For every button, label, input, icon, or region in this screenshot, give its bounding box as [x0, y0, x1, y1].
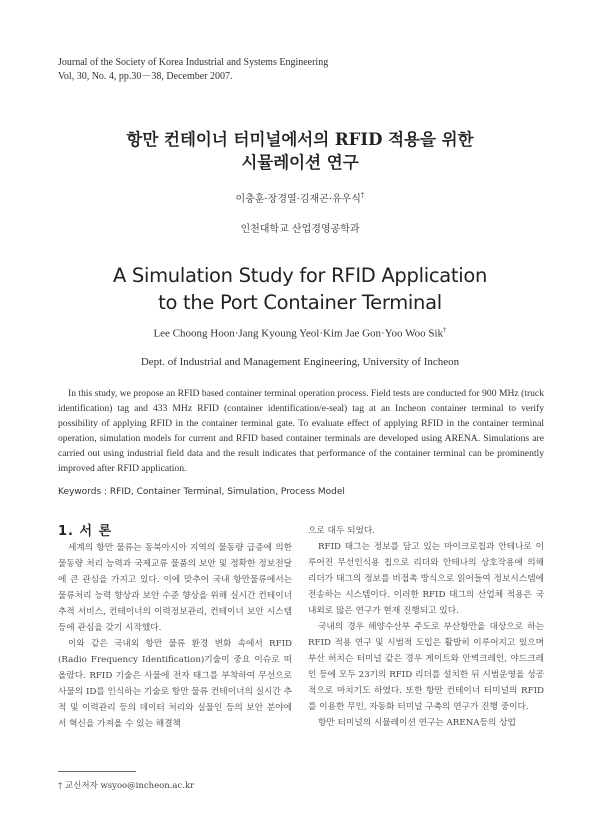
footnote-text: 교신저자 wsyoo@incheon.ac.kr	[64, 781, 195, 791]
keywords-list: RFID, Container Terminal, Simulation, Process Model	[109, 487, 345, 497]
journal-volume-issue: Vol, 30, No. 4, pp.30－38, December 2007.	[58, 71, 233, 82]
footnote-mark: †	[58, 781, 63, 791]
body-paragraph: 국내의 경우 해양수산부 주도로 부산항만을 대상으로 하는 RFID 적용 연구 및 시범적 도입은 활발히 이루어지고 있으며 부산 허치슨 터미널 같은 경우 게이트와 안벽크레인, 야드크레인 등에 모두 23기의 RFID 리더를 설치한 뒤 시범운영을 성공적으로 마치기도 하였다. 또한 항만 컨테이너 터미널의 RFID를 이용한 무인, 자동화 터미널 구축의 연구가 진행 중이다.	[308, 622, 544, 712]
body-paragraph: 항만 터미널의 시뮬레이션 연구는 ARENA등의 상업	[318, 718, 516, 728]
korean-title-line2: 시뮬레이션 연구	[241, 153, 359, 172]
english-title-line1: A Simulation Study for RFID Application	[112, 264, 488, 287]
keywords	[58, 487, 345, 497]
body-column-right	[308, 523, 544, 731]
section-heading-introduction: 1. 서 론	[58, 524, 113, 539]
footnote-divider	[58, 771, 136, 772]
english-title-line2: to the Port Container Terminal	[158, 291, 442, 314]
korean-title-line1: 항만 컨테이너 터미널에서의 RFID 적용을 위한	[126, 130, 474, 149]
journal-name: Journal of the Society of Korea Industrial and Systems Engineering	[58, 57, 329, 68]
korean-author-names: 이충훈·장경열·김재곤·유우식	[235, 194, 361, 205]
footnote	[58, 779, 194, 791]
abstract: In this study, we propose an RFID based container terminal operation process. Field tests are conducted for 900 MHz (truck identification) tag and 433 MHz RFID (container identification/e-seal) tag at an Incheon container terminal to verify possibility of applying RFID in the container terminal gate. To evaluate effect of applying RFID in the container terminal operation, simulation models for current and RFID based container terminals are developed using ARENA. Simulations are carried out using industrial field data and the result indicates that performance of the container terminal can be prominently improved after RFID application.	[58, 388, 544, 474]
corresponding-author-mark: †	[360, 191, 365, 200]
korean-title	[0, 128, 600, 174]
keywords-label: Keywords	[58, 487, 102, 497]
english-affiliation: Dept. of Industrial and Management Engineering, University of Incheon	[140, 356, 460, 368]
english-author-names: Lee Choong Hoon·Jang Kyoung Yeol·Kim Jae Gon·Yoo Woo Sik	[153, 327, 444, 340]
english-authors	[0, 326, 600, 340]
body-paragraph: 이와 같은 국내외 항만 물류 환경 변화 속에서 RFID (Radio Frequency Identification)기술이 중요 이슈로 떠올랐다. RFID 기술은 사물에 전자 태그를 부착하여 무선으로 사물의 ID를 인식하는 기술로 항만 물류 컨테이너의 실시간 추적 및 이력관리 등의 데이터 처리와 실물인 등의 보안 분야에서 혁신을 가져올 수 있는 해결책	[58, 639, 292, 729]
body-column-left	[58, 540, 292, 732]
english-corresponding-author-mark: †	[443, 326, 447, 334]
korean-affiliation: 인천대학교 산업경영공학과	[240, 224, 360, 235]
keywords-separator: :	[101, 487, 110, 497]
body-paragraph: 세계의 항만 물류는 동북아시아 지역의 물동량 급증에 의한 물동량 처리 능력과 국제교류 물품의 보안 및 정확한 정보전달에 큰 관심을 가지고 있다. 이에 맞추어 국내 항만물류에서는 물류처리 능력 향상과 보안 수준 향상을 위해 실시간 컨테이너 추적 서비스, 컨테이너의 이력정보관리, 컨테이너 보안 시스템 등에 관심을 갖기 시작했다.	[58, 543, 292, 633]
body-paragraph-continued: 으로 대두 되었다.	[308, 526, 376, 536]
korean-authors	[0, 190, 600, 205]
journal-header	[58, 56, 328, 84]
body-paragraph: RFID 태그는 정보를 담고 있는 마이크로칩과 안테나로 이루어진 무선인식용 칩으로 리더와 안테나의 상호작용에 의해 리더가 태그의 정보를 비접촉 방식으로 읽어들여 정보시스템에 전송하는 시스템이다. 이러한 RFID 태그의 산업체 적용은 국내외로 많은 연구가 현재 진행되고 있다.	[308, 542, 544, 616]
english-title	[0, 262, 600, 316]
